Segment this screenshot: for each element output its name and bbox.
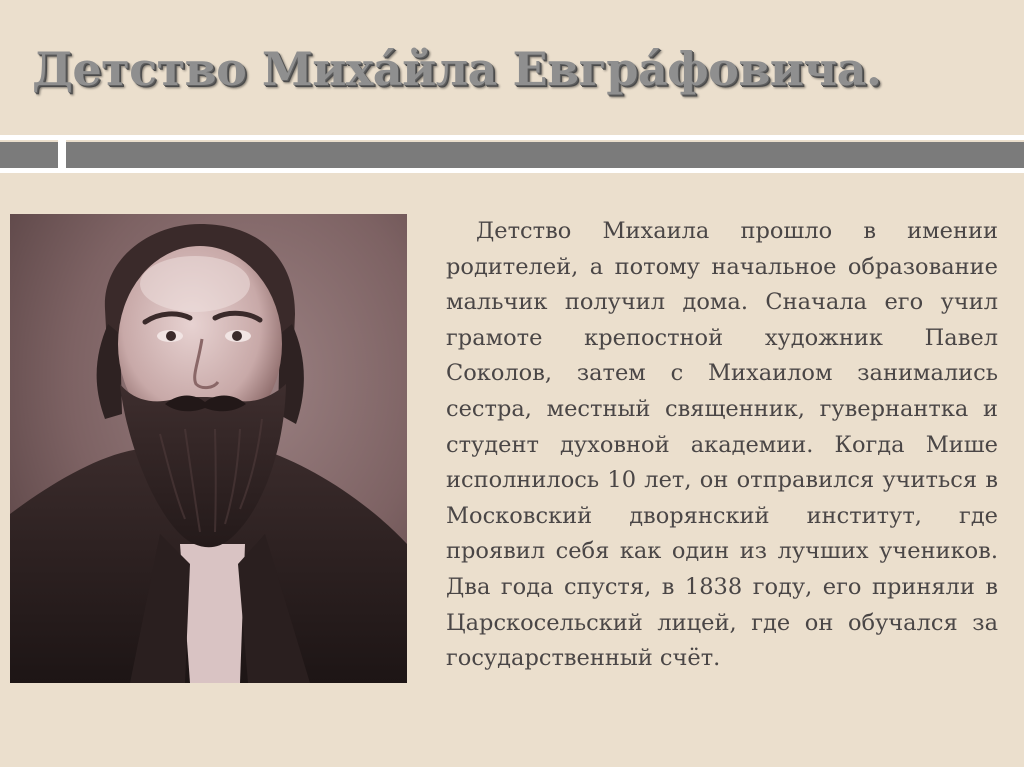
divider-bottom [0,168,1024,173]
slide-title: Детство Миха́йла Евгра́фовича. [32,42,882,96]
accent-bar-right [66,142,1024,168]
divider-top [0,135,1024,140]
slide-body-text: Детство Михаила прошло в имении родителей, а потому начальное образование мальчик получил дома. Сначала его учил грамоте крепостной художник Павел Соколов, затем с Михаилом занимались сестра, местный священник, гувернантка и студент духовной академии. Когда Мише исполнилось 10 лет, он отправился учиться в Московский дворянский институт, где проявил себя как один из лучших учеников. Два года спустя, в 1838 году, его приняли в Царскосельский лицей, где он обучался за государственный счёт. [446,218,998,672]
accent-bar-gap [58,140,66,170]
portrait-photo [10,214,407,683]
accent-bar-left [0,142,58,168]
portrait-illustration [10,214,407,683]
title-area [0,0,1024,137]
